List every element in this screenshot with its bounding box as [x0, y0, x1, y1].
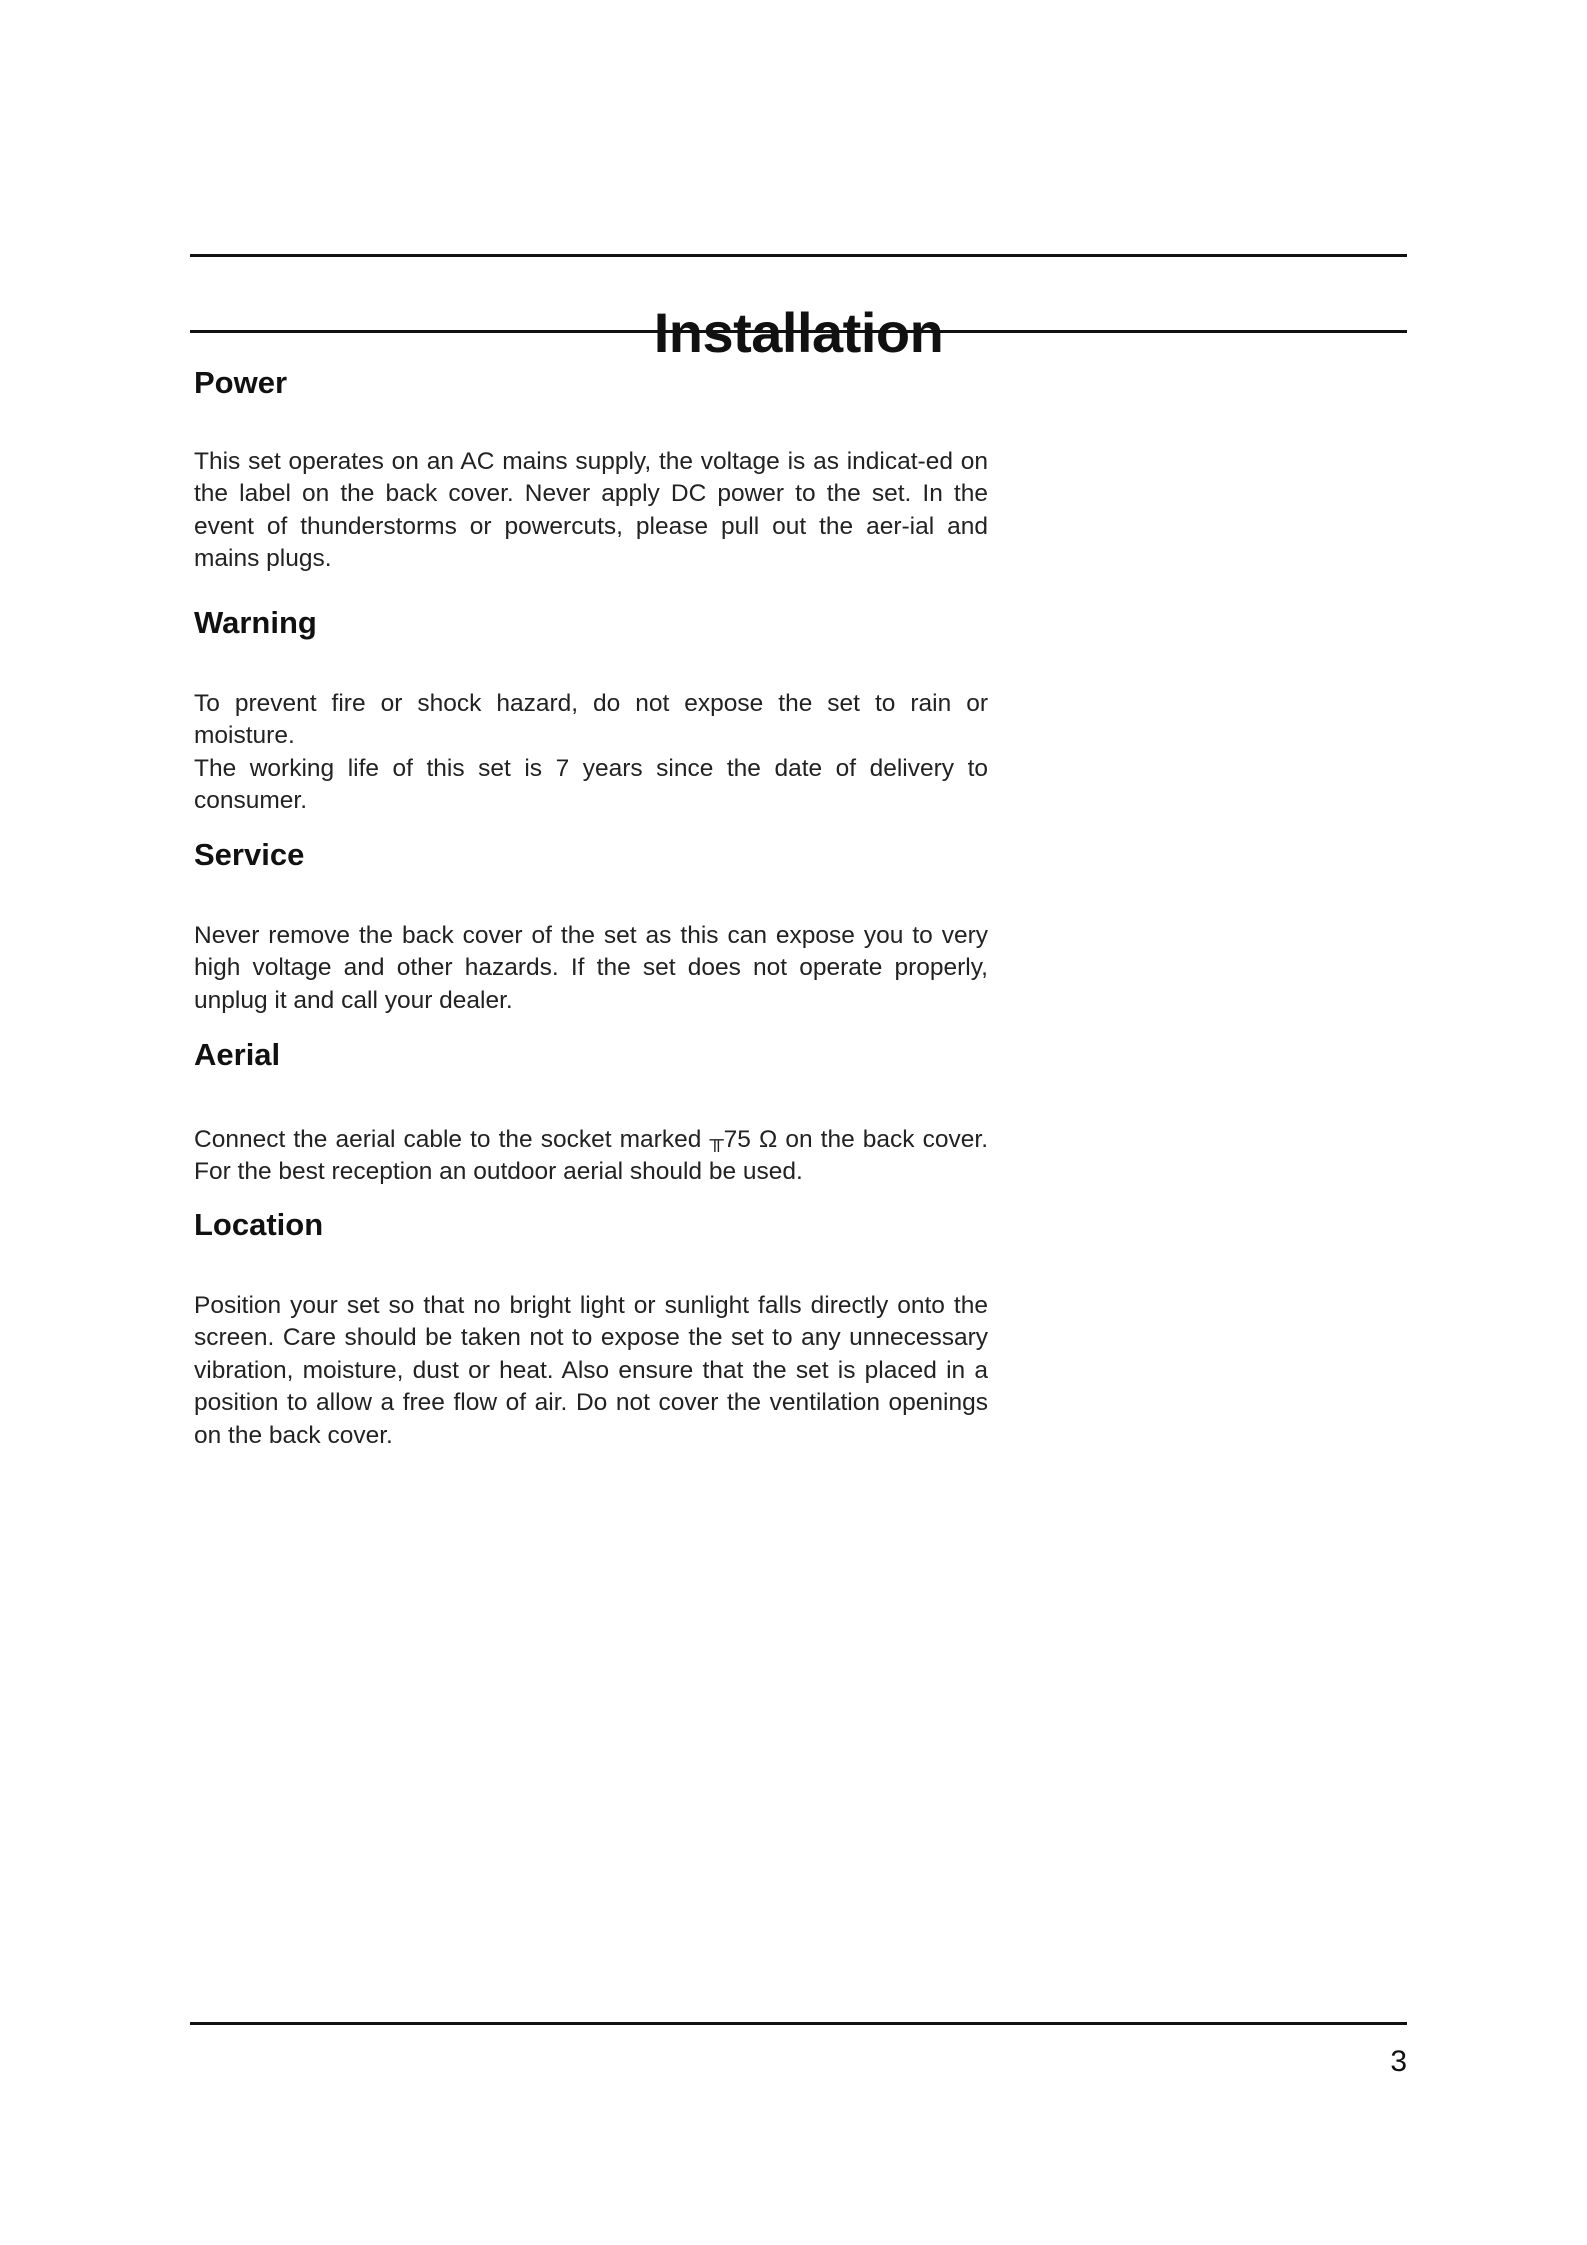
section-body-power: [194, 446, 988, 576]
aerial-paragraph: [194, 1124, 988, 1189]
section-heading-power: Power: [194, 365, 288, 400]
section-aerial: [194, 1036, 988, 1189]
section-heading-location: Location: [194, 1207, 324, 1242]
section-body-location: [194, 1290, 988, 1452]
aerial-socket-label: 75 Ω: [723, 1126, 778, 1153]
section-body-aerial: [194, 1124, 988, 1189]
title-rule: [190, 330, 1407, 333]
aerial-socket-icon: ╥: [709, 1129, 724, 1151]
page-number: 3: [1390, 2045, 1407, 2078]
top-rule: [190, 254, 1407, 257]
warning-paragraph-2: The working life of this set is 7 years since the date of delivery to consumer.: [194, 754, 988, 815]
section-location: [194, 1206, 988, 1452]
section-power: [194, 364, 988, 576]
page-title: Installation: [653, 300, 944, 364]
section-body-service: [194, 920, 988, 1017]
aerial-text-after: on the back cover. For the best reception an outdoor aerial should be used.: [194, 1126, 989, 1186]
section-service: [194, 836, 988, 1017]
warning-paragraph-1: To prevent fire or shock hazard, do not expose the set to rain or moisture.: [194, 690, 988, 750]
aerial-text-before: Connect the aerial cable to the socket marked: [194, 1126, 710, 1153]
service-paragraph: Never remove the back cover of the set as this can expose you to very high voltage and other hazards. If the set does not operate properly, unplug it and call your dealer.: [194, 922, 988, 1014]
section-body-warning: [194, 688, 988, 818]
location-paragraph: Position your set so that no bright light or sunlight falls directly onto the screen. Care should be taken not to expose the set to any unnecessary vibration, moisture, dust or heat. Also ensure that the set is placed in a position to allow a free flow of air. Do not cover the ventilation openings on the back cover.: [194, 1292, 988, 1449]
bottom-rule: [190, 2022, 1407, 2025]
power-paragraph: This set operates on an AC mains supply, the voltage is as indicat-ed on the label on the back cover. Never apply DC power to the set. In the event of thunderstorms or powercuts, please pull out the aer-ial and mains plugs.: [194, 448, 988, 573]
section-heading-aerial: Aerial: [194, 1037, 281, 1072]
section-heading-service: Service: [194, 837, 305, 872]
section-warning: [194, 604, 988, 818]
section-heading-warning: Warning: [194, 605, 317, 640]
